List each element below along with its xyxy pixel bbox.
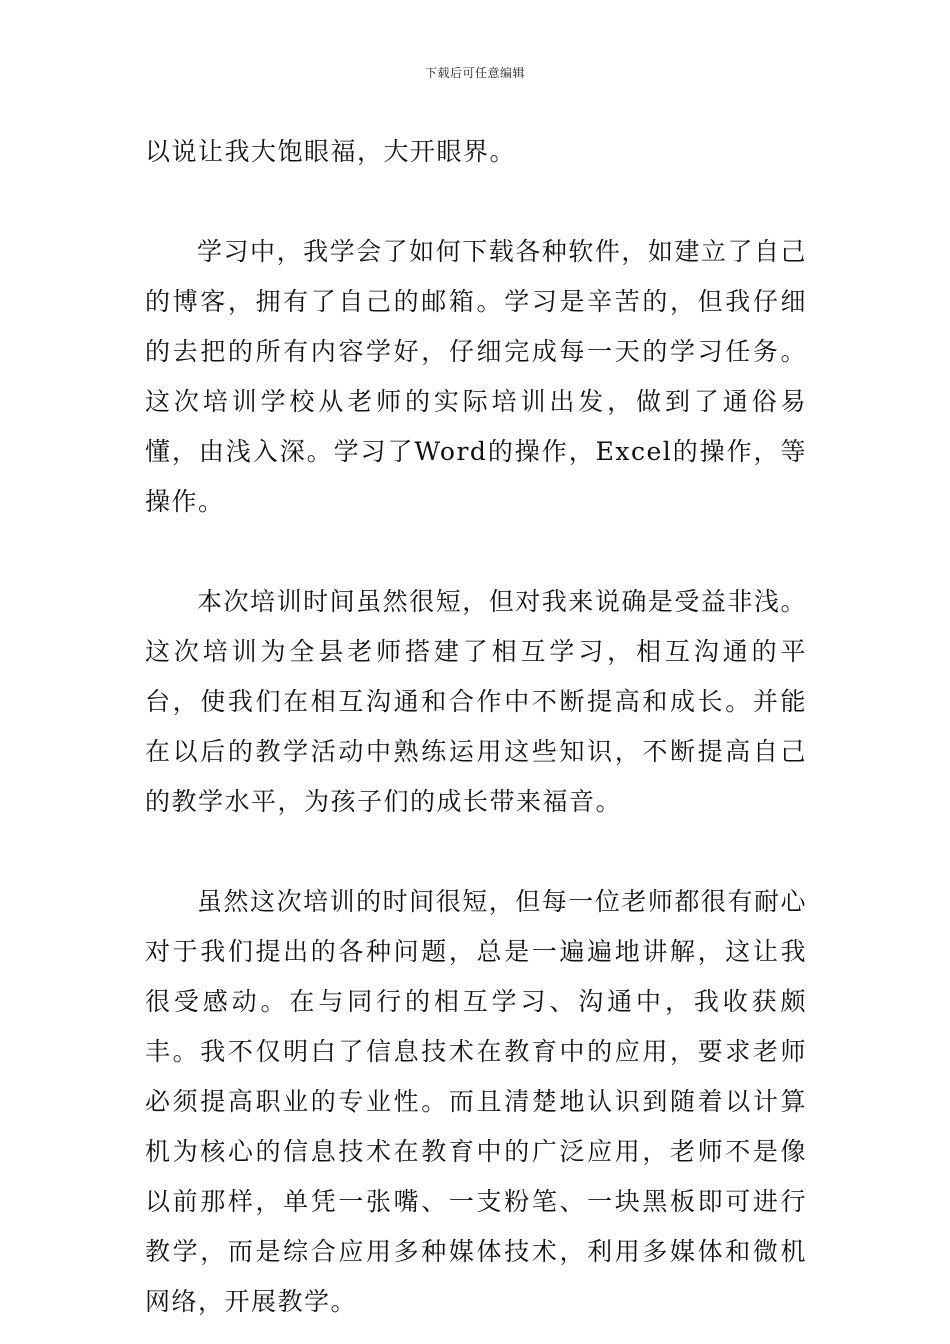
page-header: 下载后可任意编辑 <box>424 66 525 80</box>
paragraph-benefit: 本次培训时间虽然很短，但对我来说确是受益非浅。这次培训为全县老师搭建了相互学习，相互沟通的平台，使我们在相互沟通和合作中不断提高和成长。并能在以后的教学活动中熟练运用这些知识，不断提高自己的教学水平，为孩子们的成长带来福音。 <box>145 587 807 816</box>
document-body <box>145 127 807 1327</box>
paragraph-learning: 学习中，我学会了如何下载各种软件，如建立了自己的博客，拥有了自己的邮箱。学习是辛苦的，但我仔细的去把的所有内容学好，仔细完成每一天的学习任务。这次培训学校从老师的实际培训出发，做到了通俗易懂，由浅入深。学习了Word的操作，Excel的操作，等操作。 <box>145 237 807 516</box>
paragraph-teachers: 虽然这次培训的时间很短，但每一位老师都很有耐心对于我们提出的各种问题，总是一遍遍地讲解，这让我很受感动。在与同行的相互学习、沟通中，我收获颇丰。我不仅明白了信息技术在教育中的应用，要求老师必须提高职业的专业性。而且清楚地认识到随着以计算机为核心的信息技术在教育中的广泛应用，老师不是像以前那样，单凭一张嘴、一支粉笔、一块黑板即可进行教学，而是综合应用多种媒体技术，利用多媒体和微机网络，开展教学。 <box>145 887 807 1316</box>
paragraph-gap <box>145 177 807 227</box>
paragraph-gap <box>145 527 807 577</box>
paragraph-continuation: 以说让我大饱眼福，大开眼界。 <box>145 137 517 166</box>
paragraph-gap <box>145 827 807 877</box>
